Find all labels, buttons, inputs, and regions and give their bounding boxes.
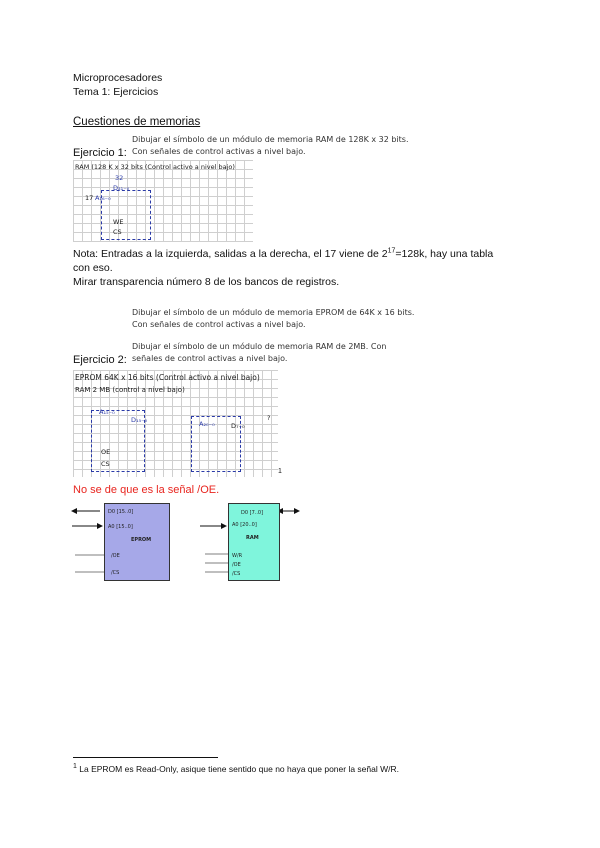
ex1-handwritten-sketch: [73, 160, 253, 242]
red-note: No se de que es la señal /OE.: [73, 484, 220, 496]
ex1-hw-chip-box: [101, 190, 151, 240]
section-title: Cuestiones de memorias: [73, 116, 201, 128]
ex2-prompt1-line2: Con señales de control activas a nivel bajo.: [132, 320, 306, 329]
ex2-hw-line2: RAM 2 MB (control a nivel bajo): [75, 386, 185, 394]
footnote: [73, 764, 399, 774]
eprom-title: EPROM: [131, 537, 152, 543]
note-line2: con eso.: [73, 262, 113, 274]
ex1-hw-dbus: D₃₁₋₀: [113, 184, 130, 192]
ram-pin-cs: /CS: [232, 571, 241, 577]
ex1-prompt-line2: Con señales de control activas a nivel bajo.: [132, 147, 306, 156]
ram-pin-wr: W/R: [232, 553, 243, 559]
ram-title: RAM: [246, 535, 259, 541]
ram-pin-d: D0 [7..0]: [241, 510, 264, 516]
ex2-prompt2-line2: señales de control activas a nivel bajo.: [132, 354, 288, 363]
eprom-pin-oe: /OE: [111, 553, 120, 559]
ex1-hw-cs: CS: [113, 228, 122, 236]
ex1-label: Ejercicio 1:: [73, 147, 127, 159]
course-title: Microprocesadores: [73, 72, 163, 84]
ex2-hw-ram-a: A₂₀₋₀: [199, 420, 215, 428]
footnote-divider: [73, 757, 218, 758]
ex1-hw-addr: A₁₆₋₀: [95, 194, 111, 202]
eprom-chip: [104, 503, 170, 581]
ex2-hw-cs: CS: [101, 460, 110, 468]
ex2-footnote-marker: 1: [278, 468, 282, 475]
ex1-hw-title: RAM (128 K x 32 bits (Control activo a nivel bajo): [75, 163, 235, 171]
ex2-hw-question: ?: [267, 414, 271, 422]
note-part2: =128k, hay una tabla: [395, 248, 494, 260]
ex2-hw-a: A₁₅₋₀: [99, 408, 115, 416]
ex2-label: Ejercicio 2:: [73, 354, 127, 366]
ex1-hw-we: WE: [113, 218, 124, 226]
note-sup: 17: [387, 247, 396, 255]
note-line1: [73, 247, 533, 261]
ex2-hw-eprom-box: [91, 410, 148, 472]
ex2-hw-ram-d: D₇₋₀: [231, 422, 245, 430]
ex2-hw-ram-box: [191, 416, 241, 472]
ex2-hw-d: D₁₅₋₀: [131, 416, 148, 424]
ex1-hw-17: 17: [85, 194, 94, 202]
eprom-pin-cs: /CS: [111, 570, 120, 576]
ex2-prompt2-line1: Dibujar el símbolo de un módulo de memoria RAM de 2MB. Con: [132, 342, 387, 351]
ram-chip: [228, 503, 280, 581]
ram-pin-a: A0 [20..0]: [232, 522, 257, 528]
note-line3: Mirar transparencia número 8 de los bancos de registros.: [73, 276, 340, 288]
ex1-prompt-line1: Dibujar el símbolo de un módulo de memoria RAM de 128K x 32 bits.: [132, 135, 409, 144]
footnote-text: La EPROM es Read-Only, asique tiene sentido que no haya que poner la señal W/R.: [76, 764, 399, 774]
note-part1: Nota: Entradas a la izquierda, salidas a la derecha, el 17 viene de 2: [73, 248, 388, 260]
ram-pin-oe: /OE: [232, 562, 241, 568]
footnote-mark: 1: [73, 763, 77, 771]
eprom-pin-a: A0 [15..0]: [108, 524, 133, 530]
topic-title: Tema 1: Ejercicios: [73, 86, 159, 98]
eprom-pin-d: D0 [15..0]: [108, 509, 134, 515]
ex2-handwritten-sketch: [73, 370, 278, 477]
ex2-prompt1-line1: Dibujar el símbolo de un módulo de memoria EPROM de 64K x 16 bits.: [132, 308, 415, 317]
ex1-hw-32: 32: [115, 174, 124, 182]
ex2-hw-oe: OE: [101, 448, 111, 456]
ex2-hw-line1: EPROM 64K x 16 bits (Control activo a nivel bajo): [75, 373, 260, 382]
